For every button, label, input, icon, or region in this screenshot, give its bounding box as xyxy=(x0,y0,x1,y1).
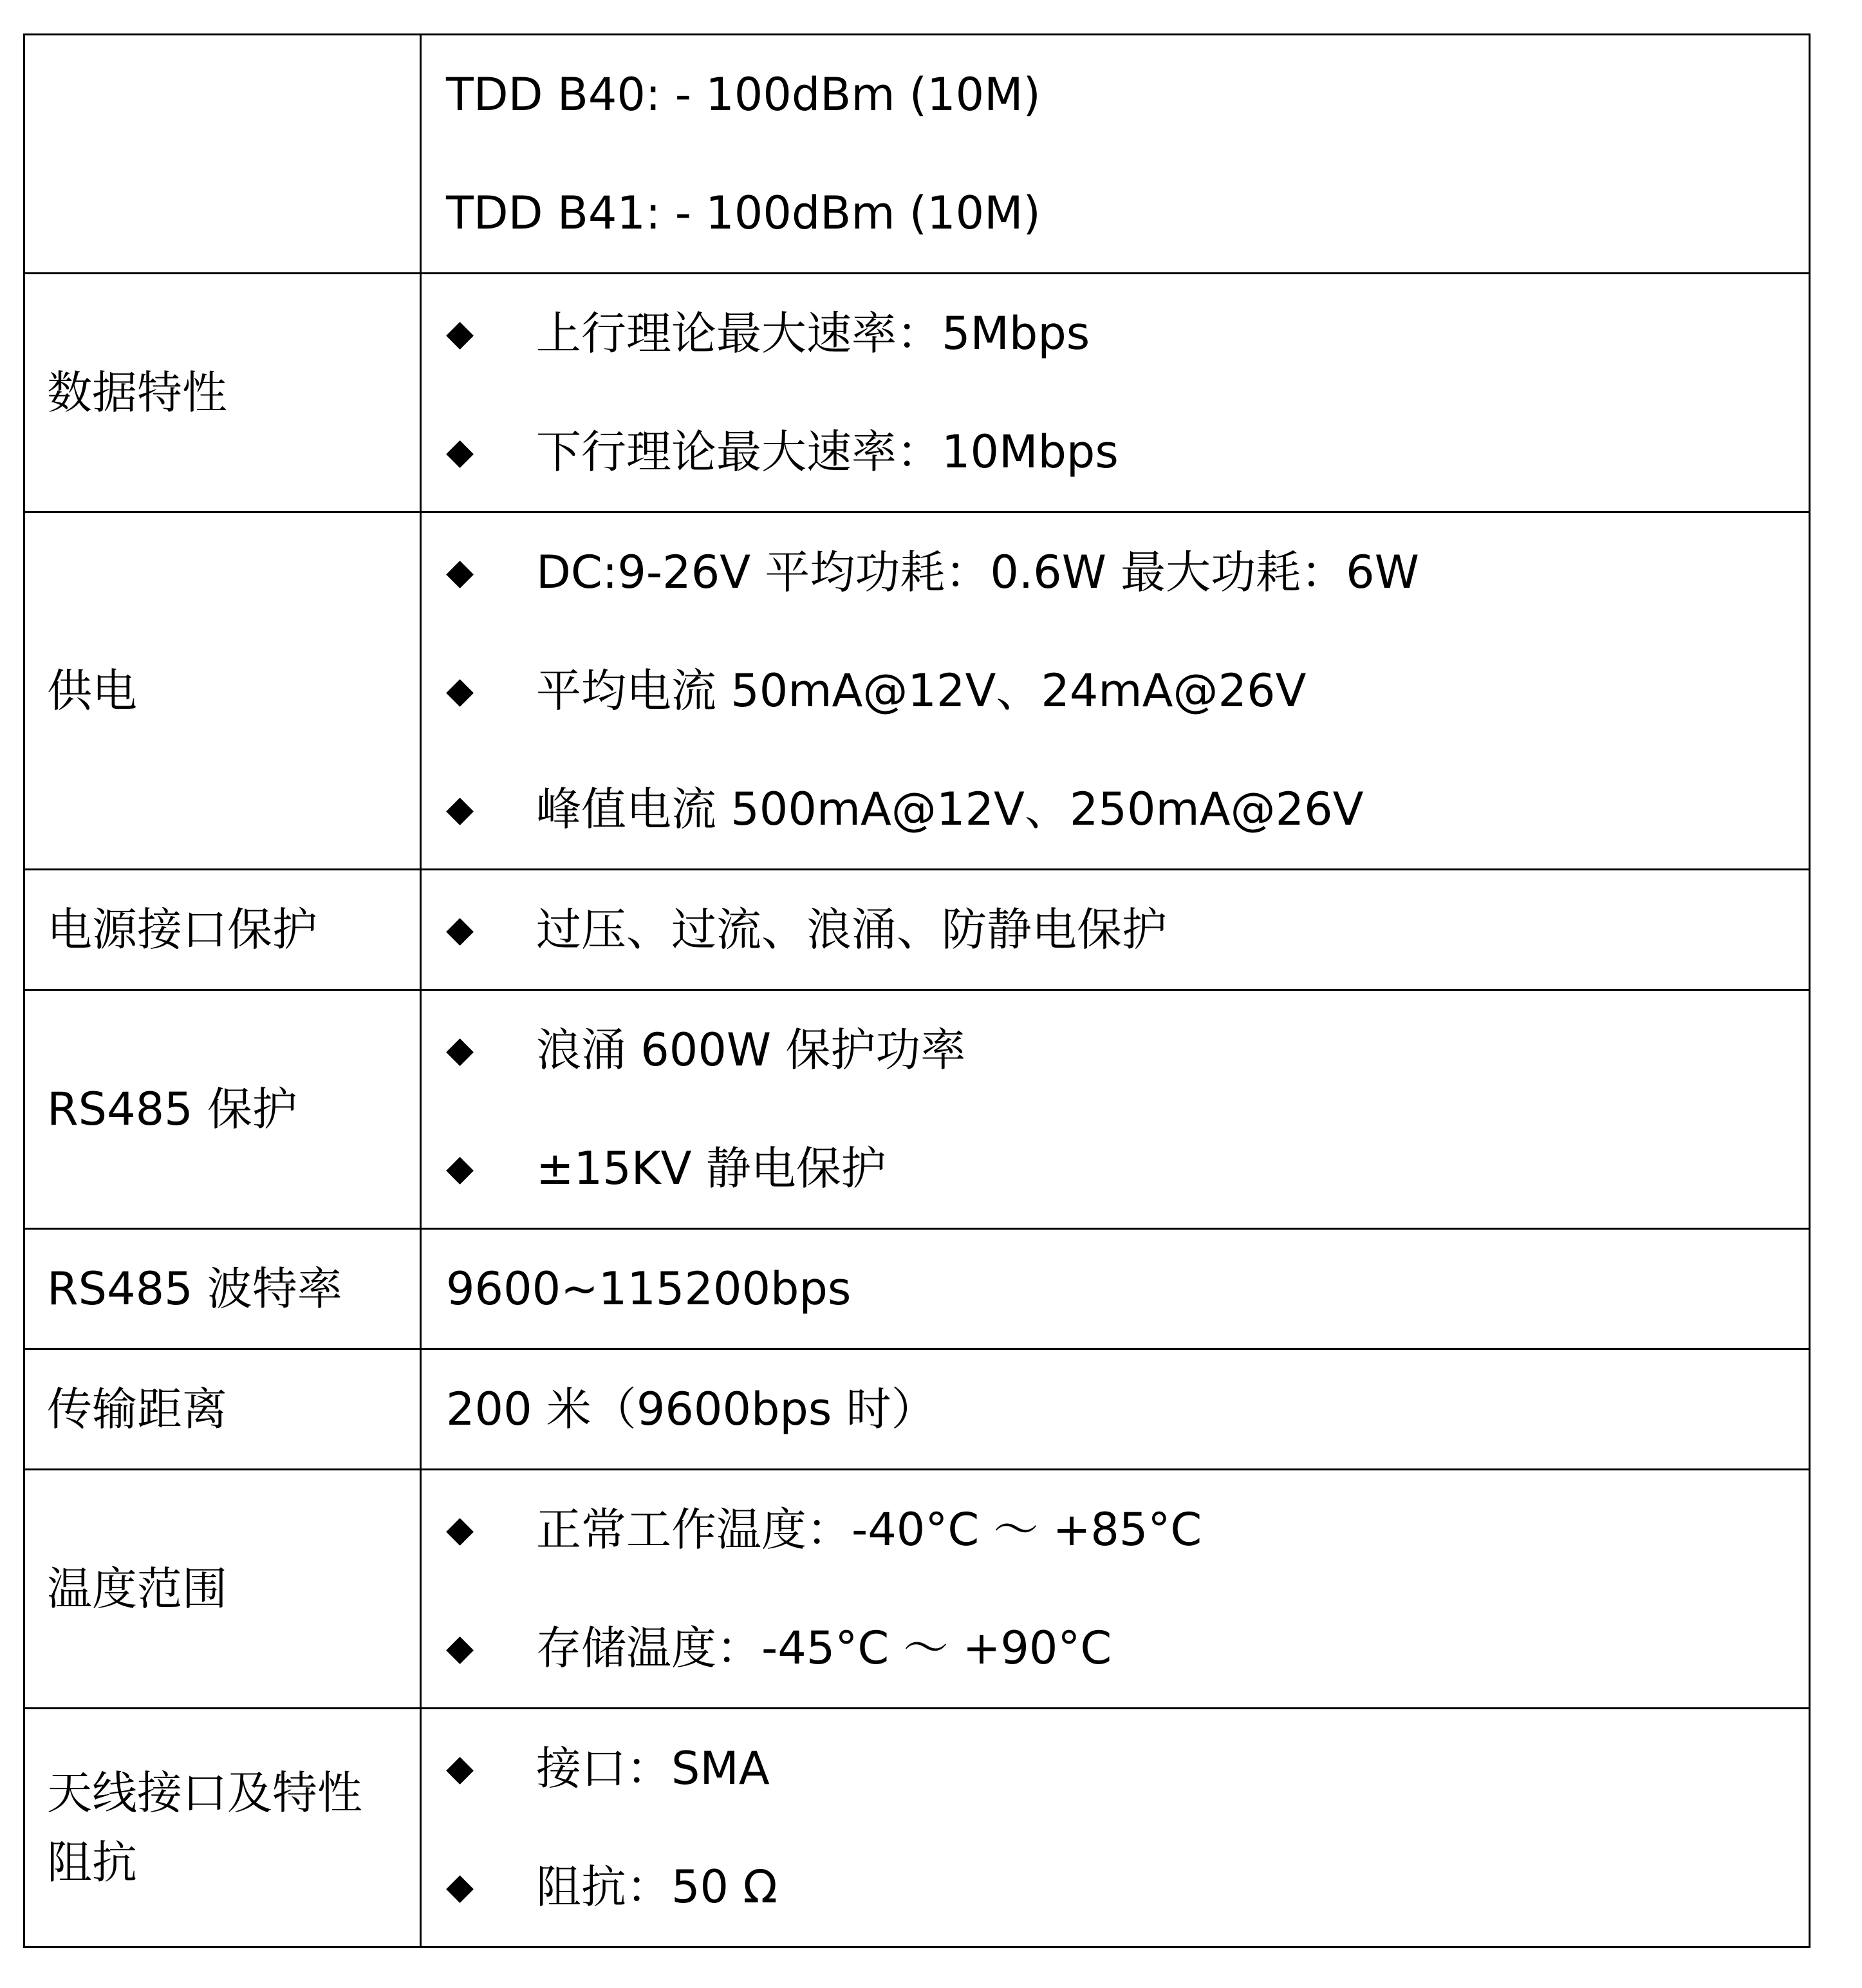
diamond-bullet-icon: ◆ xyxy=(446,551,474,593)
spec-value-line xyxy=(446,393,1796,511)
spec-label-cell xyxy=(24,1470,421,1709)
diamond-bullet-icon: ◆ xyxy=(446,1747,474,1789)
spec-value-text: 平均电流 50mA@12V、24mA@26V xyxy=(536,664,1307,717)
spec-value-line xyxy=(446,750,1796,868)
spec-value-line xyxy=(446,1230,1796,1348)
diamond-bullet-icon: ◆ xyxy=(446,1866,474,1908)
spec-value-text: 下行理论最大速率：10Mbps xyxy=(536,426,1119,478)
spec-row xyxy=(24,870,1810,990)
spec-label-cell xyxy=(24,870,421,990)
spec-label: RS485 保护 xyxy=(47,1082,297,1136)
spec-value-text: TDD B40: - 100dBm (10M) xyxy=(446,68,1041,121)
spec-row xyxy=(24,990,1810,1229)
spec-label-cell xyxy=(24,1709,421,1947)
diamond-bullet-icon: ◆ xyxy=(446,1627,474,1669)
spec-value-text: 上行理论最大速率：5Mbps xyxy=(536,307,1090,360)
diamond-bullet-icon: ◆ xyxy=(446,1029,474,1071)
diamond-bullet-icon: ◆ xyxy=(446,1508,474,1550)
spec-value-line xyxy=(446,154,1796,272)
spec-value-cell xyxy=(421,870,1810,990)
spec-row xyxy=(24,1229,1810,1349)
spec-value-text: 阻抗：50 Ω xyxy=(536,1861,777,1913)
spec-value-line xyxy=(446,1709,1796,1828)
spec-value-text: 接口：SMA xyxy=(536,1742,770,1795)
spec-value-cell xyxy=(421,512,1810,870)
spec-value-cell xyxy=(421,35,1810,274)
spec-value-cell xyxy=(421,1349,1810,1470)
spec-value-text: 浪涌 600W 保护功率 xyxy=(536,1024,966,1076)
spec-row xyxy=(24,35,1810,274)
spec-row xyxy=(24,512,1810,870)
spec-value-line xyxy=(446,1589,1796,1707)
spec-label: 电源接口保护 xyxy=(47,903,317,956)
spec-value-text: TDD B41: - 100dBm (10M) xyxy=(446,187,1041,239)
spec-row xyxy=(24,1470,1810,1709)
spec-value-line xyxy=(446,274,1796,393)
spec-value-line xyxy=(446,632,1796,750)
spec-row xyxy=(24,274,1810,512)
spec-table xyxy=(23,33,1811,1948)
spec-value-text: 存储温度：-45°C ～ +90°C xyxy=(536,1622,1112,1674)
diamond-bullet-icon: ◆ xyxy=(446,1147,474,1189)
spec-value-text: 9600~115200bps xyxy=(446,1262,852,1315)
spec-label-cell xyxy=(24,1229,421,1349)
spec-label-cell xyxy=(24,35,421,274)
spec-value-cell xyxy=(421,990,1810,1229)
spec-value-cell xyxy=(421,1470,1810,1709)
spec-label-cell xyxy=(24,274,421,512)
spec-value-text: DC:9-26V 平均功耗：0.6W 最大功耗：6W xyxy=(536,546,1419,599)
spec-label-cell xyxy=(24,512,421,870)
spec-label: 天线接口及特性 阻抗 xyxy=(47,1766,362,1889)
spec-label: 温度范围 xyxy=(47,1562,227,1615)
spec-table-body xyxy=(24,35,1810,1947)
spec-value-cell xyxy=(421,1709,1810,1947)
spec-label-cell xyxy=(24,1349,421,1470)
diamond-bullet-icon: ◆ xyxy=(446,908,474,950)
spec-value-line xyxy=(446,1828,1796,1946)
spec-value-text: 峰值电流 500mA@12V、250mA@26V xyxy=(536,783,1364,836)
spec-value-line xyxy=(446,513,1796,632)
spec-label: RS485 波特率 xyxy=(47,1262,342,1315)
diamond-bullet-icon: ◆ xyxy=(446,788,474,830)
spec-value-cell xyxy=(421,274,1810,512)
spec-value-text: ±15KV 静电保护 xyxy=(536,1142,886,1195)
spec-value-line xyxy=(446,870,1796,989)
spec-row xyxy=(24,1709,1810,1947)
spec-value-line xyxy=(446,1470,1796,1589)
spec-value-line xyxy=(446,1350,1796,1468)
spec-row xyxy=(24,1349,1810,1470)
spec-value-line xyxy=(446,1109,1796,1228)
diamond-bullet-icon: ◆ xyxy=(446,670,474,711)
diamond-bullet-icon: ◆ xyxy=(446,431,474,473)
spec-label: 数据特性 xyxy=(47,366,227,419)
spec-value-line xyxy=(446,991,1796,1109)
spec-value-cell xyxy=(421,1229,1810,1349)
spec-label: 传输距离 xyxy=(47,1382,227,1436)
spec-label-cell xyxy=(24,990,421,1229)
spec-value-text: 200 米（9600bps 时） xyxy=(446,1383,936,1436)
spec-value-text: 过压、过流、浪涌、防静电保护 xyxy=(536,903,1167,956)
spec-label: 供电 xyxy=(47,664,137,717)
spec-value-line xyxy=(446,35,1796,154)
diamond-bullet-icon: ◆ xyxy=(446,312,474,354)
spec-value-text: 正常工作温度：-40°C ～ +85°C xyxy=(536,1503,1202,1556)
